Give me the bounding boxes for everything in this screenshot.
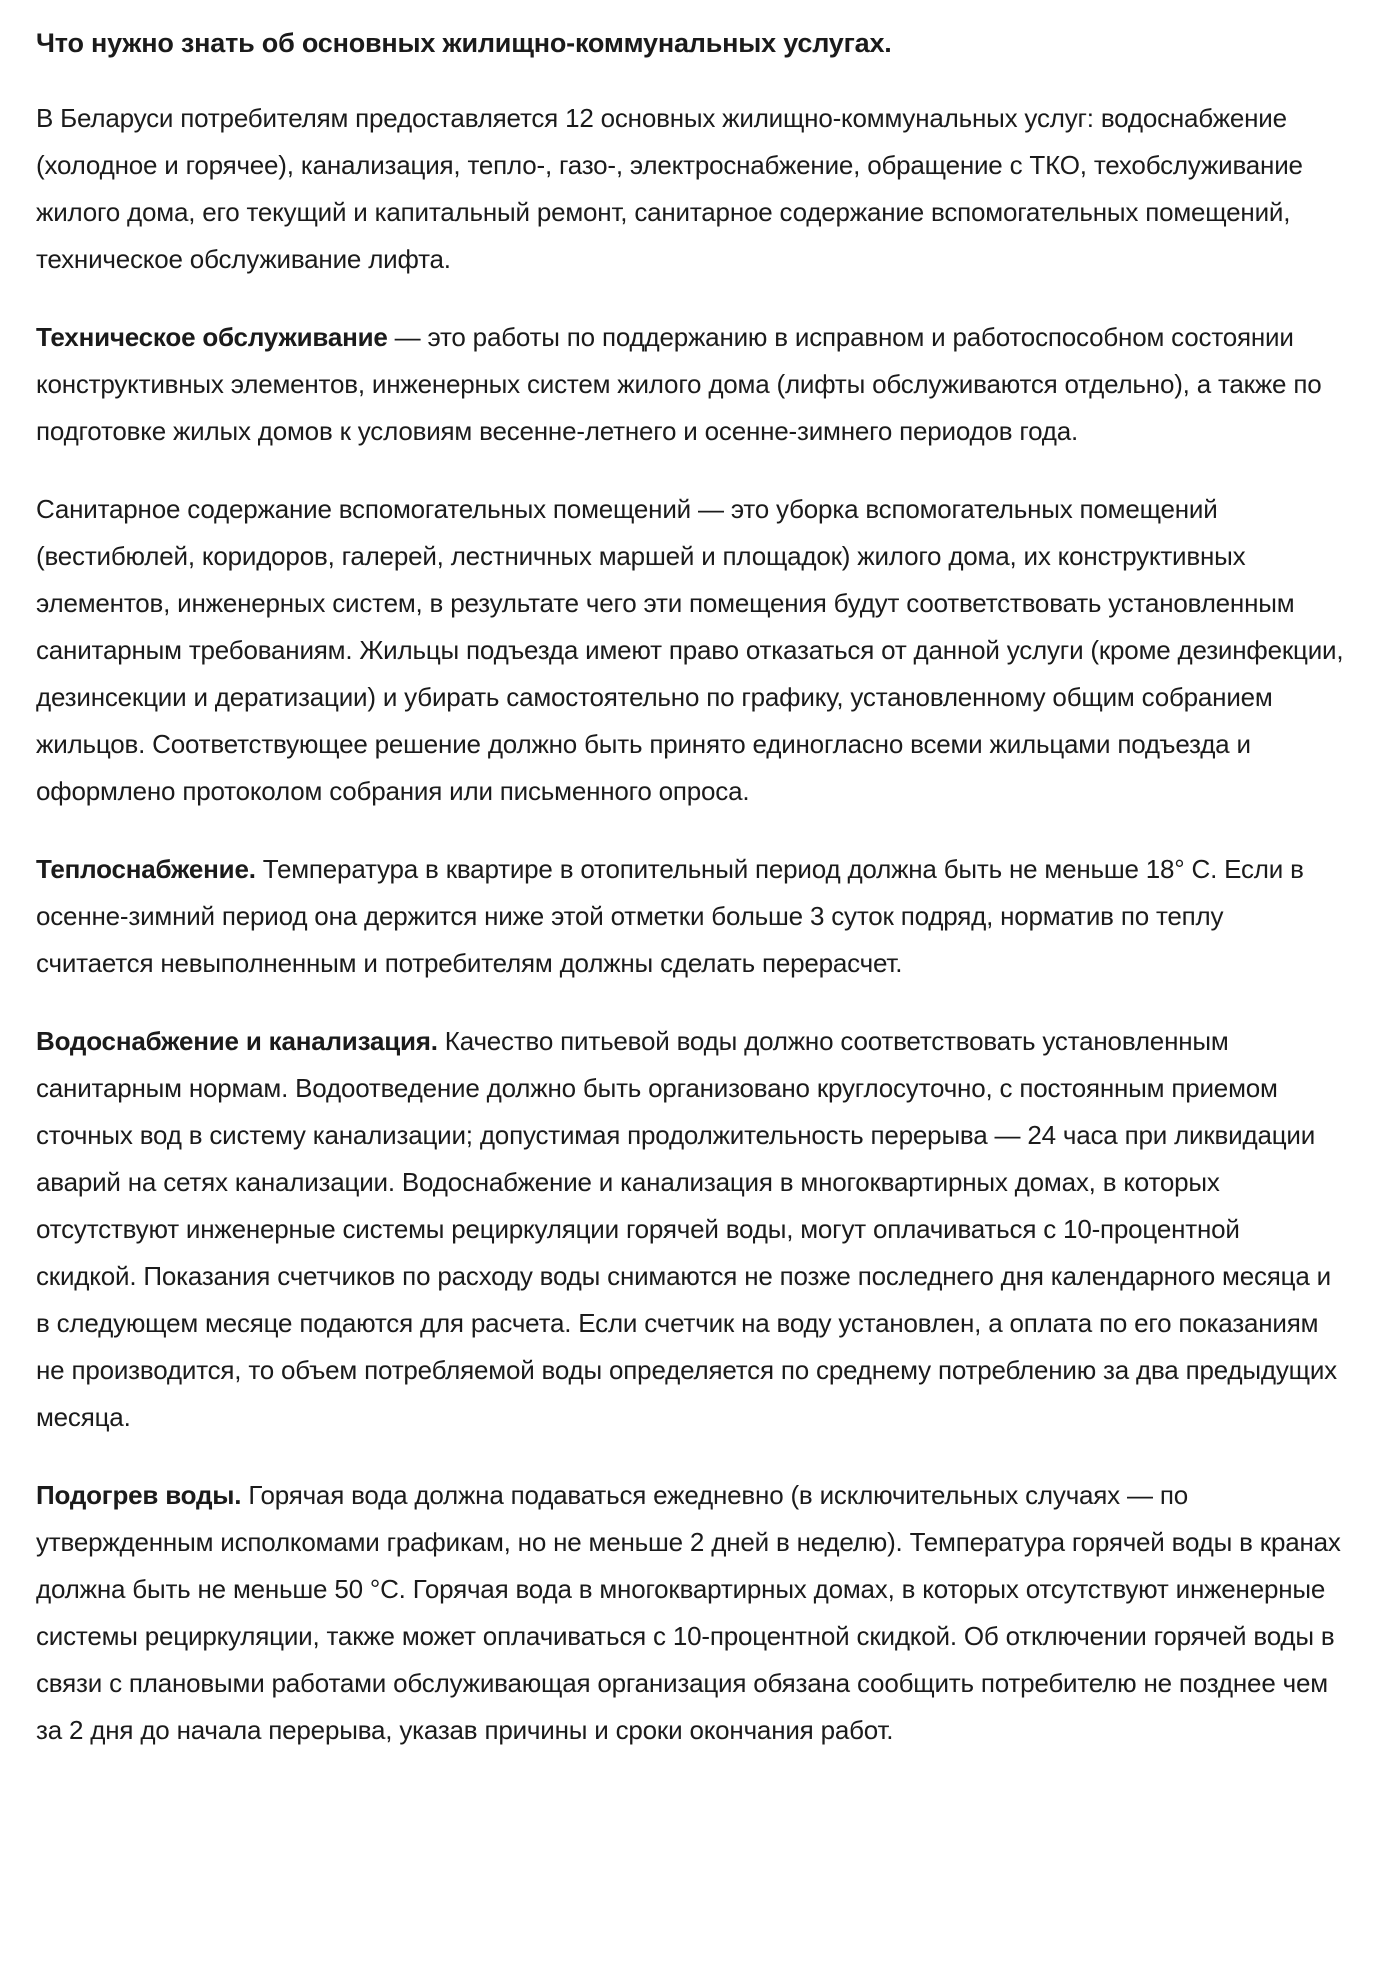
paragraph-text: Качество питьевой воды должно соответствовать установленным санитарным нормам. Водоотведение должно быть организовано круглосуточно, с постоянным приемом сточных вод в систему канализации; допустимая продолжительность перерыва — 24 часа при ликвидации аварий на сетях канализации. Водоснабжение и канализация в многоквартирных домах, в которых отсутствуют инженерные системы рециркуляции горячей воды, могут оплачиваться с 10-процентной скидкой. Показания счетчиков по расходу воды снимаются не позже последнего дня календарного месяца и в следующем месяце подаются для расчета. Если счетчик на воду установлен, а оплата по его показаниям не производится, то объем потребляемой воды определяется по среднему потреблению за два предыдущих месяца. — [36, 1026, 1337, 1432]
paragraph-text: Санитарное содержание вспомогательных помещений — это уборка вспомогательных помещений (вестибюлей, коридоров, галерей, лестничных маршей и площадок) жилого дома, их конструктивных элементов, инженерных систем, в результате чего эти помещения будут соответствовать установленным санитарным требованиям. Жильцы подъезда имеют право отказаться от данной услуги (кроме дезинфекции, дезинсекции и дератизации) и убирать самостоятельно по графику, установленному общим собранием жильцов. Соответствующее решение должно быть принято единогласно всеми жильцами подъезда и оформлено протоколом собрания или письменного опроса. — [36, 494, 1344, 806]
paragraph-hot-water — [36, 1472, 1347, 1754]
paragraph-lead: Водоснабжение и канализация. — [36, 1026, 438, 1056]
paragraph-text: — это работы по поддержанию в исправном и работоспособном состоянии конструктивных элементов, инженерных систем жилого дома (лифты обслуживаются отдельно), а также по подготовке жилых домов к условиям весенне-летнего и осенне-зимнего периодов года. — [36, 322, 1322, 446]
paragraph-tech-maintenance — [36, 314, 1347, 455]
paragraph-sanitary — [36, 486, 1347, 815]
paragraph-water-supply — [36, 1018, 1347, 1441]
paragraph-text: В Беларуси потребителям предоставляется 12 основных жилищно-коммунальных услуг: водоснабжение (холодное и горячее), канализация, тепло-, газо-, электроснабжение, обращение с ТКО, техобслуживание жилого дома, его текущий и капитальный ремонт, санитарное содержание вспомогательных помещений, техническое обслуживание лифта. — [36, 103, 1303, 274]
paragraph-heating — [36, 846, 1347, 987]
document-page — [36, 20, 1347, 1754]
paragraph-intro — [36, 95, 1347, 283]
paragraph-lead: Техническое обслуживание — [36, 322, 388, 352]
paragraph-text: Температура в квартире в отопительный период должна быть не меньше 18° С. Если в осенне-зимний период она держится ниже этой отметки больше 3 суток подряд, норматив по теплу считается невыполненным и потребителям должны сделать перерасчет. — [36, 854, 1304, 978]
paragraph-lead: Теплоснабжение. — [36, 854, 256, 884]
paragraph-text: Горячая вода должна подаваться ежедневно (в исключительных случаях — по утвержденным исполкомами графикам, но не меньше 2 дней в неделю). Температура горячей воды в кранах должна быть не меньше 50 °С. Горячая вода в многоквартирных домах, в которых отсутствуют инженерные системы рециркуляции, также может оплачиваться с 10-процентной скидкой. Об отключении горячей воды в связи с плановыми работами обслуживающая организация обязана сообщить потребителю не позднее чем за 2 дня до начала перерыва, указав причины и сроки окончания работ. — [36, 1480, 1341, 1745]
paragraph-lead: Подогрев воды. — [36, 1480, 242, 1510]
document-title: Что нужно знать об основных жилищно-коммунальных услугах. — [36, 28, 892, 58]
